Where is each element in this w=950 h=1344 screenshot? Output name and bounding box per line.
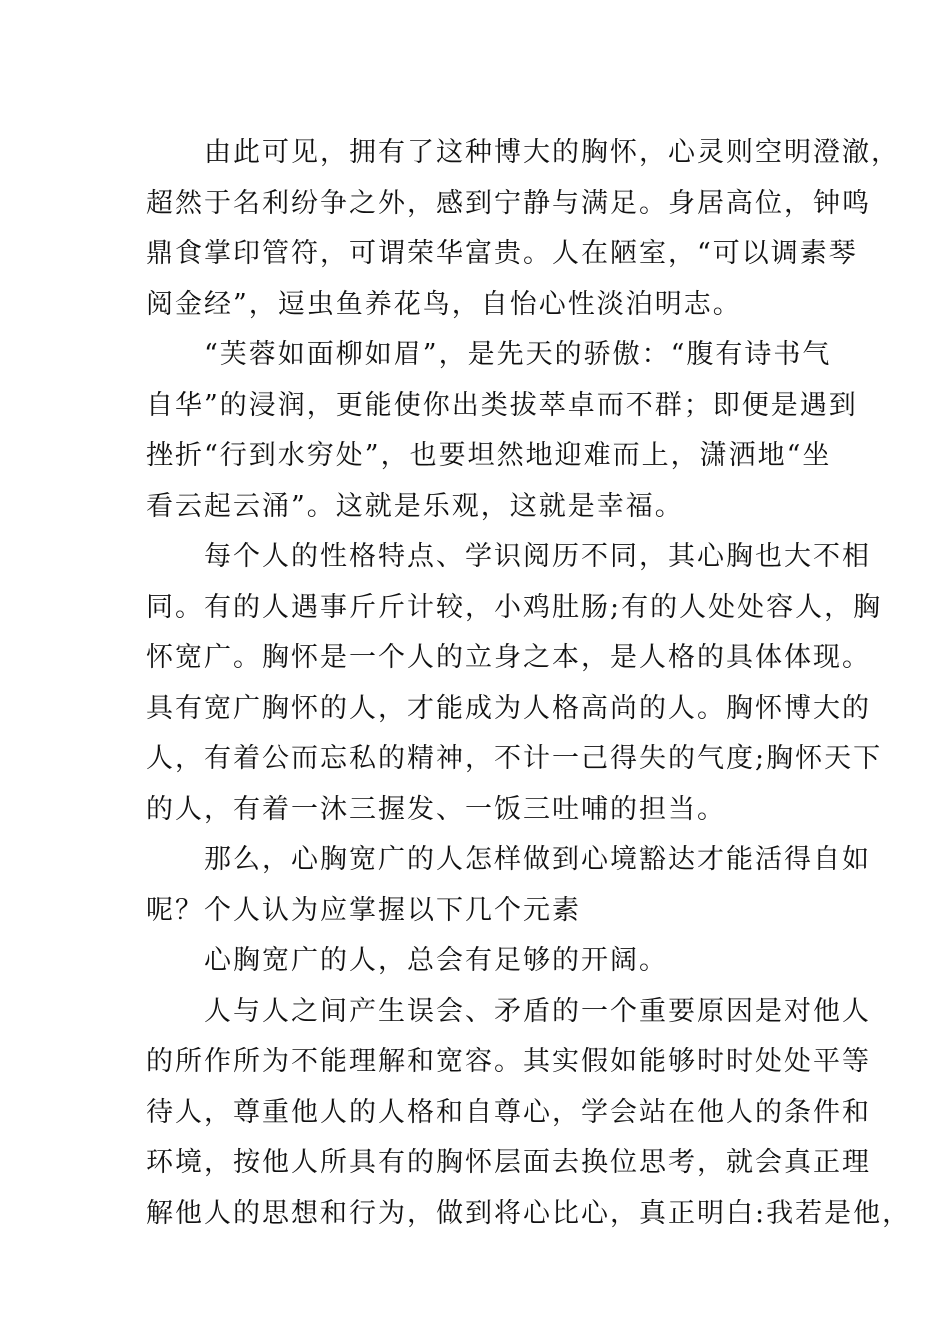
text-line: 心胸宽广的人，总会有足够的开阔。 bbox=[204, 945, 668, 976]
text-line: 待人，尊重他人的人格和自尊心，学会站在他人的条件和 bbox=[146, 1096, 871, 1128]
text-line: 呢？个人认为应掌握以下几个元素 bbox=[146, 894, 581, 926]
paragraph-5 bbox=[146, 936, 810, 987]
text-line: 由此可见，拥有了这种博大的胸怀，心灵则空明澄澈， bbox=[204, 137, 900, 168]
paragraph-2 bbox=[146, 330, 858, 532]
text-line: 人，有着公而忘私的精神，不计一己得失的气度;胸怀天下 bbox=[146, 743, 883, 774]
text-line: “芙蓉如面柳如眉”，是先天的骄傲：“腹有诗书气 bbox=[204, 339, 832, 370]
text-line: 具有宽广胸怀的人，才能成为人格高尚的人。胸怀博大的 bbox=[146, 692, 871, 724]
text-line: 看云起云涌”。这就是乐观，这就是幸福。 bbox=[146, 490, 684, 522]
text-line: 解他人的思想和行为，做到将心比心，真正明白:我若是他， bbox=[146, 1197, 912, 1229]
text-line: 环境，按他人所具有的胸怀层面去换位思考，就会真正理 bbox=[146, 1147, 871, 1178]
text-line: 同。有的人遇事斤斤计较，小鸡肚肠;有的人处处容人，胸 bbox=[146, 591, 883, 623]
text-line: 那么，心胸宽广的人怎样做到心境豁达才能活得自如 bbox=[204, 844, 871, 875]
paragraph-6 bbox=[146, 987, 912, 1240]
text-line: 的人，有着一沐三握发、一饭三吐哺的担当。 bbox=[146, 793, 726, 825]
text-line: 挫折“行到水穷处”，也要坦然地迎难而上，潇洒地“坐 bbox=[146, 440, 832, 471]
text-line: 怀宽广。胸怀是一个人的立身之本，是人格的具体体现。 bbox=[146, 642, 871, 673]
text-line: 自华”的浸润，更能使你出类拔萃卓而不群；即便是遇到 bbox=[146, 389, 858, 421]
paragraph-1 bbox=[146, 128, 900, 330]
text-line: 人与人之间产生误会、矛盾的一个重要原因是对他人 bbox=[204, 995, 871, 1027]
text-line: 的所作所为不能理解和宽容。其实假如能够时时处处平等 bbox=[146, 1046, 871, 1077]
document-body bbox=[146, 128, 912, 1239]
text-line: 超然于名利纷争之外，感到宁静与满足。身居高位，钟鸣 bbox=[146, 187, 871, 219]
text-line: 每个人的性格特点、学识阅历不同，其心胸也大不相 bbox=[204, 541, 871, 572]
paragraph-4 bbox=[146, 835, 871, 936]
paragraph-3 bbox=[146, 532, 883, 835]
text-line: 阅金经”，逗虫鱼养花鸟，自怡心性淡泊明志。 bbox=[146, 288, 742, 320]
text-line: 鼎食掌印管符，可谓荣华富贵。人在陋室，“可以调素琴 bbox=[146, 238, 858, 269]
